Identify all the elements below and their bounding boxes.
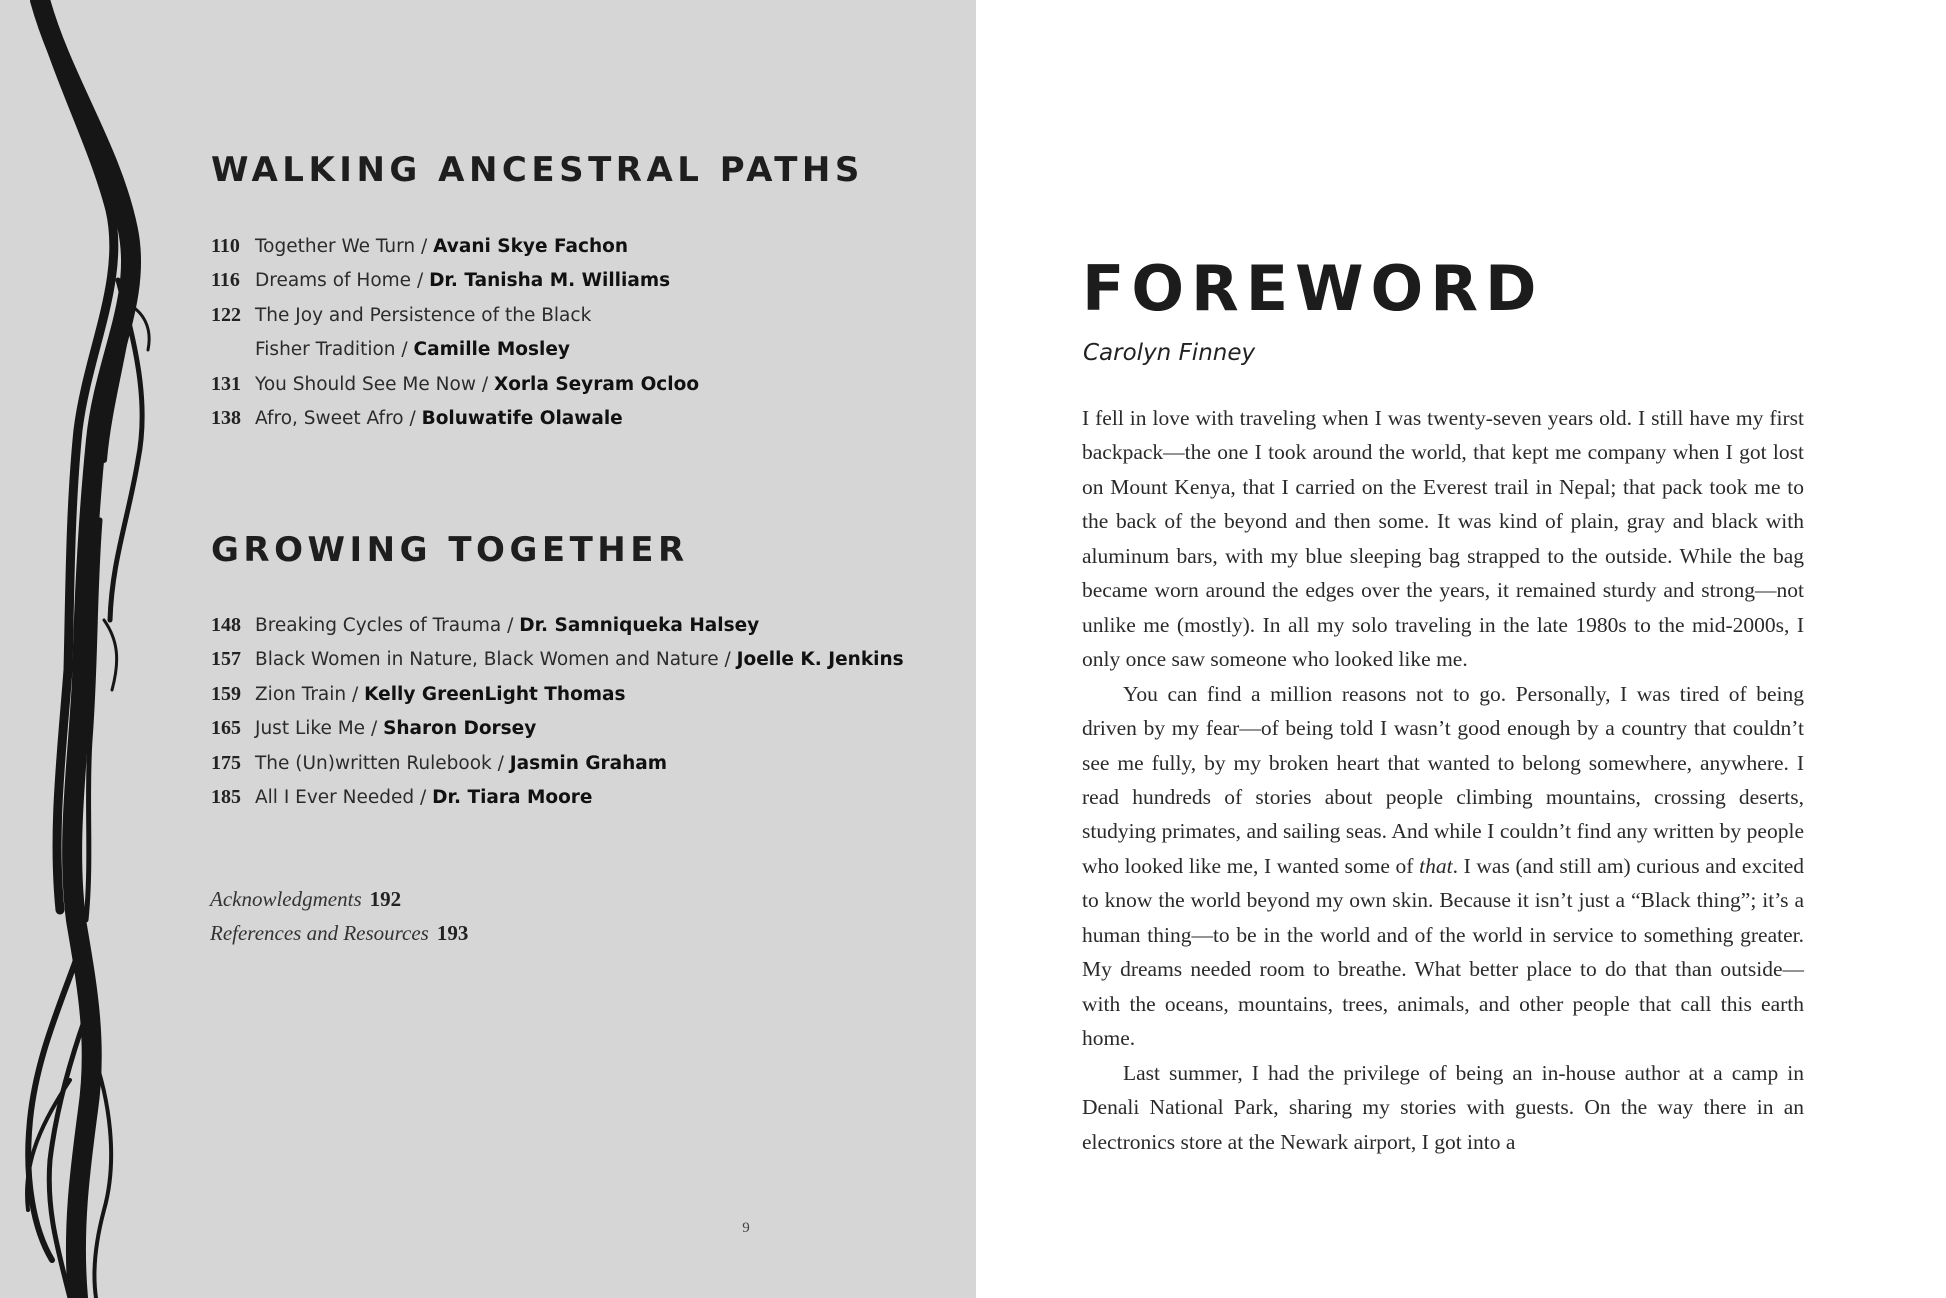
toc-separator: / <box>491 752 510 774</box>
toc-entry[interactable] <box>211 298 699 332</box>
paragraph: Last summer, I had the privilege of being an in-house author at a camp in Denali National Park, sharing my stories with guests. On the way there in an electronics store at the Newark airport, I got into a <box>1082 1060 1804 1154</box>
toc-title: Zion Train <box>255 683 347 705</box>
toc-entry[interactable] <box>211 711 904 745</box>
toc-title: The (Un)written Rulebook <box>255 752 492 774</box>
toc-author: Sharon Dorsey <box>383 718 537 740</box>
toc-author: Kelly GreenLight Thomas <box>364 683 626 705</box>
toc-title: The Joy and Persistence of the Black <box>255 304 592 326</box>
toc-title: Fisher Tradition <box>255 339 396 361</box>
toc-entry[interactable] <box>211 229 699 263</box>
chapter-title: FOREWORD <box>1082 252 1544 325</box>
toc-title: Black Women in Nature, Black Women and Nature <box>255 649 719 671</box>
body-text <box>1082 401 1804 1159</box>
toc-title: Afro, Sweet Afro <box>255 407 404 429</box>
toc-entry[interactable] <box>211 401 699 435</box>
toc-entry[interactable] <box>211 677 904 711</box>
back-matter-title: Acknowledgments <box>210 887 362 911</box>
toc-separator: / <box>346 683 365 705</box>
paragraph-text: . I was (and still am) curious and excited to know the world beyond my own skin. Because it isn’t just a “Black thing”; it’s a human thing—to be in the world and of the world in service to something greater. My dreams needed room to breathe. What better place to do that than outside—with the oceans, mountains, trees, animals, and other people that call this earth home. <box>1082 853 1804 1051</box>
back-matter-title: References and Resources <box>210 921 429 946</box>
toc-separator: / <box>415 236 434 257</box>
back-matter-page-number: 192 <box>369 887 402 911</box>
toc-separator: / <box>414 786 433 808</box>
toc-entry[interactable] <box>211 263 699 297</box>
paragraph-emphasis: that <box>1419 853 1453 878</box>
toc-list-growing-together <box>211 608 904 814</box>
toc-page-number: 110 <box>211 235 240 257</box>
toc-entry[interactable] <box>211 367 699 401</box>
toc-title: You Should See Me Now <box>255 373 476 395</box>
section-heading-growing-together: GROWING TOGETHER <box>211 530 689 570</box>
toc-title: Just Like Me <box>255 718 366 740</box>
toc-page-number: 148 <box>211 614 241 636</box>
toc-author: Avani Skye Fachon <box>433 236 629 257</box>
toc-page-number: 159 <box>211 682 241 705</box>
toc-entry[interactable] <box>211 746 904 780</box>
vine-illustration <box>0 0 200 1298</box>
toc-author: Boluwatife Olawale <box>421 407 623 429</box>
toc-author: Jasmin Graham <box>509 752 668 774</box>
toc-title: Dreams of Home <box>255 270 412 292</box>
right-page <box>976 0 1946 1298</box>
toc-page-number: 138 <box>211 406 241 429</box>
toc-separator: / <box>718 649 737 671</box>
toc-title: Together We Turn <box>255 236 416 257</box>
paragraph <box>1082 677 1804 1056</box>
toc-page-number: 165 <box>211 717 241 740</box>
paragraph-text: You can find a million reasons not to go. Personally, I was tired of being driven by my fear—of being told I wasn’t good enough by a country that couldn’t see me fully, by my broken heart that wanted to belong somewhere, anywhere. I read hundreds of stories about people climbing mountains, crossing deserts, studying primates, and sailing seas. And while I couldn’t find any written by people who looked like me, I wanted some of <box>1082 681 1804 878</box>
back-matter-entry[interactable] <box>210 916 468 950</box>
toc-page-number: 185 <box>211 785 241 808</box>
toc-page-number: 131 <box>211 372 241 395</box>
toc-author: Dr. Samniqueka Halsey <box>519 615 760 636</box>
section-heading-walking-ancestral-paths: WALKING ANCESTRAL PATHS <box>211 150 864 190</box>
toc-entry[interactable] <box>211 780 904 814</box>
page-number: 9 <box>742 1220 750 1236</box>
toc-author: Dr. Tanisha M. Williams <box>429 270 671 292</box>
back-matter-entry[interactable] <box>210 882 468 916</box>
back-matter-list <box>210 882 468 951</box>
toc-separator: / <box>411 270 430 292</box>
toc-page-number: 122 <box>211 303 241 326</box>
toc-separator: / <box>403 407 422 429</box>
toc-entry[interactable] <box>211 608 904 642</box>
toc-entry[interactable] <box>211 642 904 676</box>
toc-page-number: 116 <box>211 269 240 292</box>
toc-page-number: 157 <box>211 648 241 671</box>
toc-author: Xorla Seyram Ocloo <box>493 373 700 395</box>
back-matter-page-number: 193 <box>436 921 469 946</box>
toc-title: All I Ever Needed <box>255 786 415 808</box>
paragraph: I fell in love with traveling when I was twenty-seven years old. I still have my first backpack—the one I took around the world, that kept me company when I got lost on Mount Kenya, that I carried on the Everest trail in Nepal; that pack took me to the back of the beyond and then some. It was kind of plain, gray and black with aluminum bars, with my blue sleeping bag strapped to the outside. While the bag became worn around the edges over the years, it remained sturdy and strong—not unlike me (mostly). In all my solo traveling in the late 1980s to the mid-2000s, I only once saw someone who looked like me. <box>1082 406 1804 672</box>
toc-author: Dr. Tiara Moore <box>432 786 593 808</box>
toc-author: Camille Mosley <box>413 339 570 361</box>
toc-separator: / <box>395 339 414 361</box>
toc-title: Breaking Cycles of Trauma <box>255 615 502 636</box>
toc-author: Joelle K. Jenkins <box>736 649 904 671</box>
toc-list-walking-ancestral-paths <box>211 229 699 435</box>
toc-separator: / <box>365 718 384 740</box>
toc-entry[interactable] <box>211 332 699 366</box>
toc-separator: / <box>475 373 494 395</box>
toc-page-number: 175 <box>211 751 241 774</box>
toc-separator: / <box>501 615 520 636</box>
chapter-author: Carolyn Finney <box>1083 340 1256 366</box>
